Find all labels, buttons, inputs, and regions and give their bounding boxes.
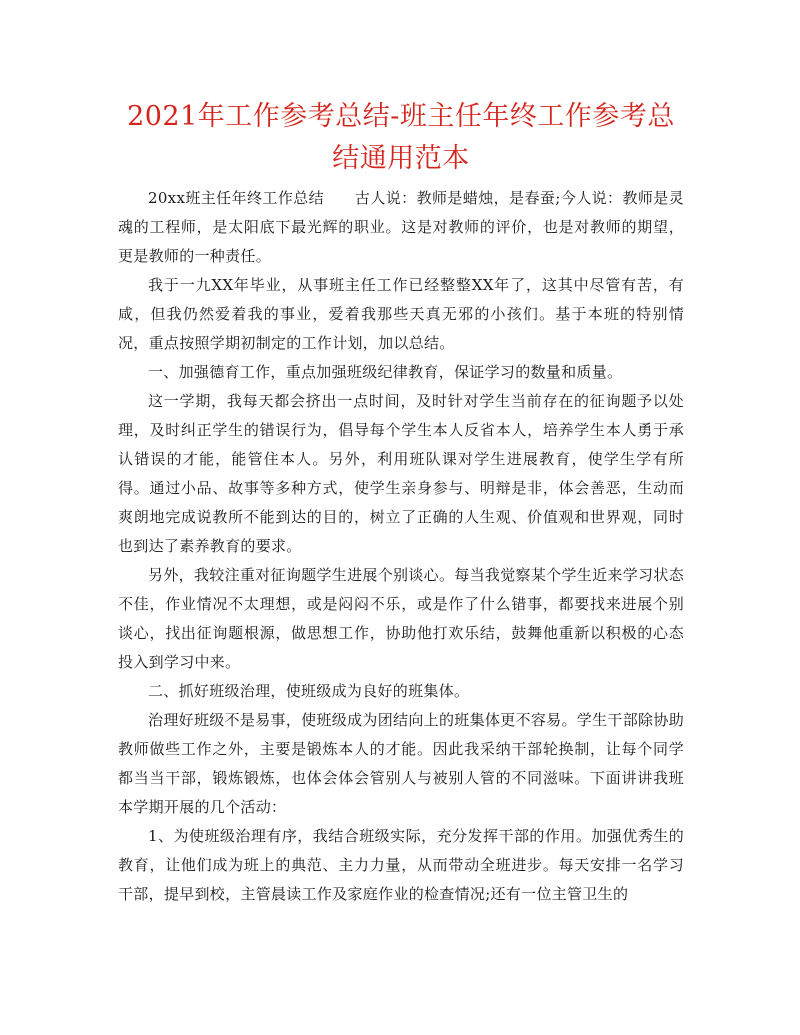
document-title: 2021年工作参考总结-班主任年终工作参考总结通用范本: [127, 101, 675, 174]
paragraph-class-management: 治理好班级不是易事，使班级成为团结向上的班集体更不容易。学生干部除协助教师做些工作之外，主要是锻炼本人的才能。因此我采纳干部轮换制，让每个同学都当当干部，锻炼锻炼，也体会体会管别人与被别人管的不同滋味。下面讲讲我班本学期开展的几个活动：: [118, 711, 684, 816]
document-body: [118, 184, 684, 909]
section-heading-moral-education: 一、加强德育工作，重点加强班级纪律教育，保证学习的数量和质量。: [148, 363, 623, 381]
paragraph-intro: 20xx班主任年终工作总结 古人说：教师是蜡烛，是春蚕;今人说：教师是灵魂的工程师，是太阳底下最光辉的职业。这是对教师的评价，也是对教师的期望，更是教师的一种责任。: [118, 189, 684, 265]
section-heading-class-management: 二、抓好班级治理，使班级成为良好的班集体。: [148, 682, 470, 700]
paragraph-moral-education: 这一学期，我每天都会挤出一点时间，及时针对学生当前存在的征询题予以处理，及时纠正学生的错误行为，倡导每个学生本人反省本人，培养学生本人勇于承认错误的才能，能管住本人。另外，利用班队课对学生进展教育，使学生学有所得。通过小品、故事等多种方式，使学生亲身参与、明辩是非，体会善恶，生动而爽朗地完成说教所不能到达的目的，树立了正确的人生观、价值观和世界观，同时也到达了素养教育的要求。: [118, 392, 684, 555]
paragraph-individual-talks: 另外，我较注重对征询题学生进展个别谈心。每当我觉察某个学生近来学习状态不佳，作业情况不太理想，或是闷闷不乐，或是作了什么错事，都要找来进展个别谈心，找出征询题根源，做思想工作，协助他打欢乐结，鼓舞他重新以积极的心态投入到学习中来。: [118, 566, 684, 671]
paragraph-activity-1: 1、为使班级治理有序，我结合班级实际，充分发挥干部的作用。加强优秀生的教育，让他们成为班上的典范、主力力量，从而带动全班进步。每天安排一名学习干部，提早到校，主管晨读工作及家庭作业的检查情况;还有一位主管卫生的: [118, 827, 684, 903]
document-page: [118, 96, 684, 909]
paragraph-background: 我于一九XX年毕业，从事班主任工作已经整整XX年了，这其中尽管有苦，有咸，但我仍然爱着我的事业，爱着我那些天真无邪的小孩们。基于本班的特别情况，重点按照学期初制定的工作计划，加以总结。: [118, 276, 684, 352]
